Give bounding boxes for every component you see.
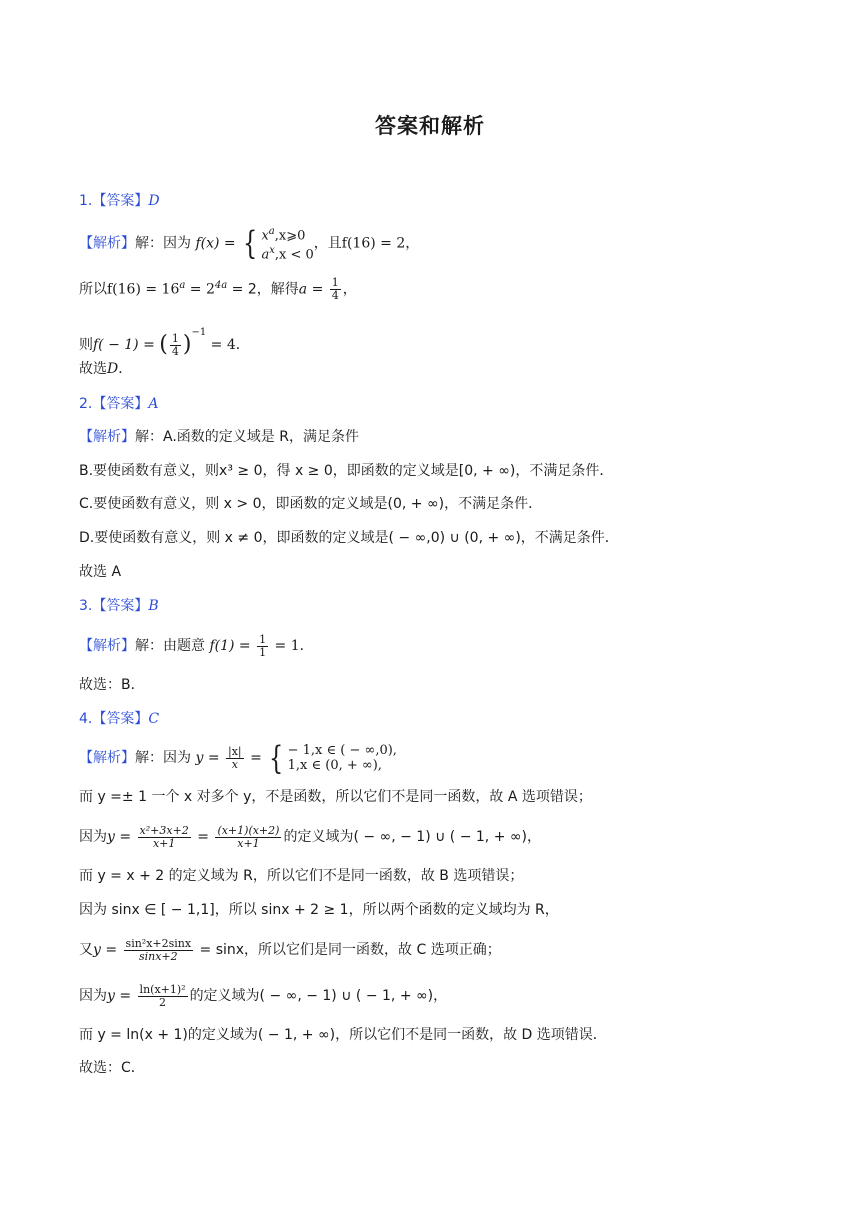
q2-analysis-line-1 xyxy=(79,427,359,447)
q1-sup: 4a xyxy=(214,280,228,291)
q1-sup: a xyxy=(179,280,186,291)
q4-text: = sinx，所以它们是同一函数，故 C 选项正确； xyxy=(195,942,501,958)
q1-frac-num: 1 xyxy=(331,276,339,290)
q1-fraction xyxy=(330,277,341,302)
q3-answer-tag: 【答案】 xyxy=(92,598,149,614)
q4-text: 因为 xyxy=(79,988,107,1004)
q1-answer: D xyxy=(148,193,160,209)
q4-math: y = xyxy=(93,942,122,958)
q3-answer: B xyxy=(148,598,159,614)
q4-text: 又 xyxy=(79,942,93,958)
q4-fraction xyxy=(124,938,194,963)
q1-frac-den: 4 xyxy=(171,344,179,358)
q1-case1-sup: a xyxy=(268,226,275,237)
q4-analysis-line-5: 因为 sinx ∈ [ − 1,1]，所以 sinx + 2 ≥ 1，所以两个函数的定义域均为 R， xyxy=(79,902,559,918)
q2-answer-tag: 【答案】 xyxy=(92,396,149,412)
q4-text: 的定义域为( − ∞, − 1) ∪ ( − 1, + ∞)， xyxy=(189,988,448,1004)
q3-analysis-line-1 xyxy=(79,630,314,662)
q4-frac-num: ln(x+1)² xyxy=(139,982,186,996)
q4-analysis-tag: 【解析】 xyxy=(79,750,135,766)
q4-frac-num: (x+1)(x+2) xyxy=(217,823,280,837)
q1-answer-tag: 【答案】 xyxy=(92,193,149,209)
q4-analysis-line-1 xyxy=(79,740,397,776)
q1-math: a = xyxy=(298,281,328,298)
q1-text: 解：因为 xyxy=(135,235,191,252)
q2-text: 解：A.函数的定义域是 R，满足条件 xyxy=(135,429,359,445)
q4-frac-num: sin²x+2sinx xyxy=(125,936,192,950)
q3-fraction xyxy=(257,634,268,659)
q2-answer-line xyxy=(79,394,158,414)
q4-analysis-line-8: 而 y = ln(x + 1)的定义域为( − 1, + ∞)，所以它们不是同一函数，故 D 选项错误． xyxy=(79,1027,607,1043)
q4-fraction xyxy=(138,825,191,850)
q1-text: ， xyxy=(342,281,357,298)
q1-math: = 4． xyxy=(206,337,250,353)
q1-text: ，且 xyxy=(313,235,342,252)
q2-conclusion: 故选 A xyxy=(79,564,122,580)
q4-answer-tag: 【答案】 xyxy=(92,711,149,727)
q4-math: y = xyxy=(107,829,136,845)
q1-text: 故选 xyxy=(79,361,107,377)
q4-frac-num: |x| xyxy=(228,744,242,758)
q1-math: f( − 1) = xyxy=(93,337,160,353)
q1-conclusion xyxy=(79,359,132,379)
q4-text: 的定义域为( − ∞, − 1) ∪ ( − 1, + ∞)， xyxy=(283,829,542,845)
q3-number: 3. xyxy=(79,598,93,614)
q1-paren: ) xyxy=(182,332,192,357)
q2-analysis-line-4: D.要使函数有意义，则 x ≠ 0，即函数的定义域是( − ∞,0) ∪ (0, + ∞)，不满足条件． xyxy=(79,530,619,546)
q1-sup: −1 xyxy=(191,327,207,338)
q1-case1: x xyxy=(261,228,269,244)
q1-analysis-tag: 【解析】 xyxy=(79,235,135,252)
q4-frac-den: x xyxy=(231,757,238,771)
q4-math: y = xyxy=(107,988,136,1004)
q4-fraction xyxy=(226,746,244,771)
q1-analysis-line-3 xyxy=(79,316,250,358)
q1-frac-num: 1 xyxy=(171,331,179,345)
q1-frac-den: 4 xyxy=(331,289,339,303)
q4-fraction xyxy=(138,984,188,1009)
q1-case2: a xyxy=(261,247,270,263)
q4-text: 因为 xyxy=(79,829,107,845)
q4-analysis-line-4: 而 y = x + 2 的定义域为 R，所以它们不是同一函数，故 B 选项错误； xyxy=(79,868,524,884)
q4-analysis-line-7 xyxy=(79,978,447,1014)
q1-fraction xyxy=(170,333,181,358)
q1-case1-cond: ,x⩾0 xyxy=(274,228,306,244)
q4-brace: { xyxy=(269,739,284,777)
q4-answer: C xyxy=(148,711,160,727)
q4-math: y = xyxy=(195,750,224,766)
q4-fraction xyxy=(215,825,281,850)
q1-analysis-line-1 xyxy=(79,224,420,263)
q2-analysis-line-2: B.要使函数有意义，则x³ ≥ 0，得 x ≥ 0，即函数的定义域是[0, + ∞)，不满足条件． xyxy=(79,463,614,479)
q4-analysis-line-3 xyxy=(79,820,541,854)
q4-number: 4. xyxy=(79,711,93,727)
q4-case1: − 1,x ∈ ( − ∞,0), xyxy=(287,743,397,758)
q3-math: = 1． xyxy=(270,638,314,654)
q4-answer-line xyxy=(79,709,159,729)
q1-number: 1. xyxy=(79,193,93,209)
q1-cases xyxy=(261,224,313,263)
q1-text: ． xyxy=(118,361,133,377)
q4-math: = xyxy=(245,750,267,766)
q2-answer: A xyxy=(148,396,159,412)
q1-math: D xyxy=(107,361,119,377)
q2-number: 2. xyxy=(79,396,93,412)
q4-frac-num: x²+3x+2 xyxy=(139,823,189,837)
q1-answer-line xyxy=(79,191,160,211)
q2-analysis-tag: 【解析】 xyxy=(79,429,135,445)
q1-analysis-line-2 xyxy=(79,270,357,302)
q4-conclusion: 故选：C． xyxy=(79,1060,145,1076)
q4-frac-den: sinx+2 xyxy=(138,949,178,963)
q1-text: 则 xyxy=(79,337,93,353)
q4-analysis-line-2: 而 y =± 1 一个 x 对多个 y，不是函数，所以它们不是同一函数，故 A 选项错误； xyxy=(79,789,592,805)
q1-case2-cond: ,x < 0 xyxy=(274,247,314,263)
q1-fx: f(x) = xyxy=(195,235,241,252)
page-title: 答案和解析 xyxy=(375,114,485,138)
q4-frac-den: x+1 xyxy=(152,836,176,850)
q1-math: f(16) = 16 xyxy=(107,281,180,298)
q3-frac-num: 1 xyxy=(259,632,267,646)
q4-math: = xyxy=(192,829,214,845)
q4-text: 解：因为 xyxy=(135,750,191,766)
q3-math: f(1) = xyxy=(209,638,256,654)
q1-brace: { xyxy=(243,224,258,263)
q1-paren: ( xyxy=(159,332,168,357)
q2-analysis-line-3: C.要使函数有意义，则 x > 0，即函数的定义域是(0, + ∞)，不满足条件． xyxy=(79,496,543,512)
q4-frac-den: 2 xyxy=(159,995,167,1009)
q1-text: = 2，解得 xyxy=(227,281,299,298)
q3-analysis-tag: 【解析】 xyxy=(79,638,135,654)
q3-answer-line xyxy=(79,596,159,616)
q4-case2: 1,x ∈ (0, + ∞), xyxy=(287,758,382,773)
q4-frac-den: x+1 xyxy=(237,836,260,850)
q4-analysis-line-6 xyxy=(79,932,501,968)
q1-text: 所以 xyxy=(79,281,107,298)
q1-math: = 2 xyxy=(185,281,215,298)
q3-frac-den: 1 xyxy=(259,645,267,659)
q3-text: 解：由题意 xyxy=(135,638,205,654)
q1-case2-sup: x xyxy=(269,245,275,257)
q1-math: f(16) = 2， xyxy=(341,235,420,252)
q3-conclusion: 故选：B． xyxy=(79,677,145,693)
q4-cases xyxy=(288,743,397,773)
